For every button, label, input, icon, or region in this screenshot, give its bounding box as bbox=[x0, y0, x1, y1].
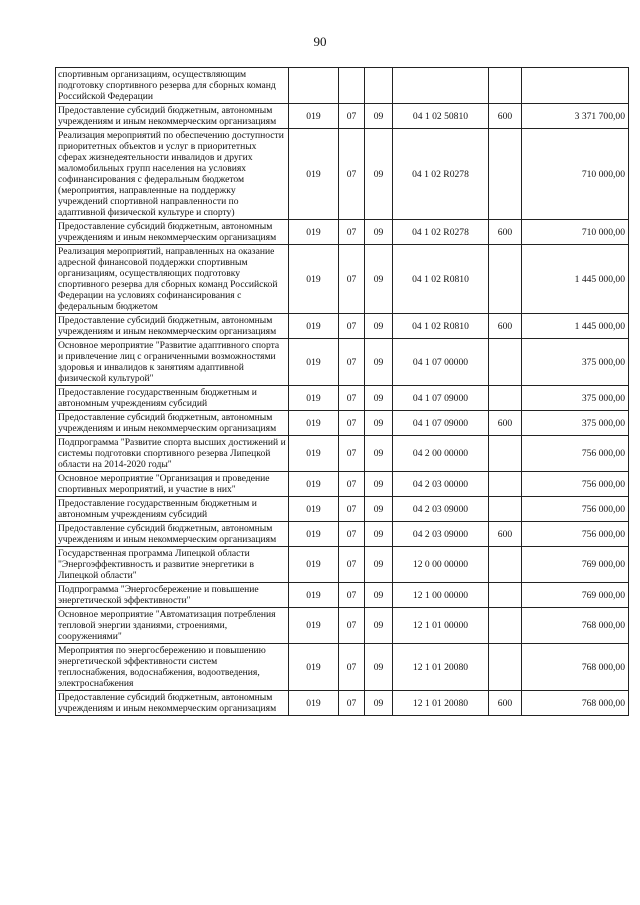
row-amount: 768 000,00 bbox=[522, 691, 629, 716]
row-section: 07 bbox=[339, 608, 365, 644]
row-admin-code: 019 bbox=[289, 436, 339, 472]
row-section: 07 bbox=[339, 339, 365, 386]
table-row bbox=[56, 608, 629, 644]
row-admin-code: 019 bbox=[289, 314, 339, 339]
table-row bbox=[56, 386, 629, 411]
row-amount: 756 000,00 bbox=[522, 436, 629, 472]
row-amount: 1 445 000,00 bbox=[522, 314, 629, 339]
row-amount: 375 000,00 bbox=[522, 386, 629, 411]
row-expense-type bbox=[489, 583, 522, 608]
row-description: Предоставление субсидий бюджетным, автономным учреждениям и иным некоммерческим организациям bbox=[56, 522, 289, 547]
row-admin-code: 019 bbox=[289, 583, 339, 608]
table-row bbox=[56, 644, 629, 691]
row-admin-code: 019 bbox=[289, 386, 339, 411]
row-expense-type bbox=[489, 68, 522, 104]
row-description: Основное мероприятие "Организация и проведение спортивных мероприятий, и участие в них" bbox=[56, 472, 289, 497]
row-subsection: 09 bbox=[365, 583, 393, 608]
row-amount: 1 445 000,00 bbox=[522, 245, 629, 314]
row-description: Основное мероприятие "Развитие адаптивного спорта и привлечение лиц с ограниченными возможностями здоровья и инвалидов к занятиям адаптивной физической культурой" bbox=[56, 339, 289, 386]
row-section: 07 bbox=[339, 436, 365, 472]
row-target-article: 12 0 00 00000 bbox=[393, 547, 489, 583]
row-target-article: 12 1 01 20080 bbox=[393, 691, 489, 716]
row-subsection: 09 bbox=[365, 522, 393, 547]
row-section: 07 bbox=[339, 220, 365, 245]
table-row bbox=[56, 547, 629, 583]
row-expense-type: 600 bbox=[489, 104, 522, 129]
row-subsection: 09 bbox=[365, 497, 393, 522]
table-row bbox=[56, 104, 629, 129]
row-target-article: 04 2 03 09000 bbox=[393, 522, 489, 547]
table-row bbox=[56, 411, 629, 436]
row-description: Предоставление субсидий бюджетным, автономным учреждениям и иным некоммерческим организациям bbox=[56, 411, 289, 436]
row-admin-code: 019 bbox=[289, 497, 339, 522]
row-amount: 769 000,00 bbox=[522, 547, 629, 583]
row-target-article: 12 1 01 00000 bbox=[393, 608, 489, 644]
row-target-article: 04 1 02 R0278 bbox=[393, 220, 489, 245]
row-expense-type: 600 bbox=[489, 411, 522, 436]
row-description: Реализация мероприятий, направленных на оказание адресной финансовой поддержки спортивным организациям, осуществляющих подготовку спортивного резерва для сборных команд Российской Федерации на условиях софинансирования с федеральным бюджетом bbox=[56, 245, 289, 314]
row-target-article: 04 1 07 09000 bbox=[393, 386, 489, 411]
row-expense-type: 600 bbox=[489, 691, 522, 716]
row-admin-code: 019 bbox=[289, 691, 339, 716]
row-subsection: 09 bbox=[365, 644, 393, 691]
row-expense-type bbox=[489, 644, 522, 691]
row-target-article: 04 2 03 09000 bbox=[393, 497, 489, 522]
row-amount: 768 000,00 bbox=[522, 608, 629, 644]
row-admin-code bbox=[289, 68, 339, 104]
table-row bbox=[56, 497, 629, 522]
row-section: 07 bbox=[339, 583, 365, 608]
row-amount: 769 000,00 bbox=[522, 583, 629, 608]
row-subsection: 09 bbox=[365, 608, 393, 644]
table-row bbox=[56, 314, 629, 339]
row-section: 07 bbox=[339, 104, 365, 129]
row-expense-type bbox=[489, 339, 522, 386]
row-target-article: 04 2 03 00000 bbox=[393, 472, 489, 497]
row-admin-code: 019 bbox=[289, 472, 339, 497]
row-expense-type bbox=[489, 497, 522, 522]
row-admin-code: 019 bbox=[289, 104, 339, 129]
budget-table-body bbox=[56, 68, 629, 716]
row-expense-type: 600 bbox=[489, 522, 522, 547]
row-description: Предоставление субсидий бюджетным, автономным учреждениям и иным некоммерческим организациям bbox=[56, 104, 289, 129]
row-section: 07 bbox=[339, 547, 365, 583]
row-subsection: 09 bbox=[365, 220, 393, 245]
row-description: спортивным организациям, осуществляющим подготовку спортивного резерва для сборных команд Российской Федерации bbox=[56, 68, 289, 104]
row-admin-code: 019 bbox=[289, 644, 339, 691]
row-target-article: 04 1 02 R0810 bbox=[393, 245, 489, 314]
table-row bbox=[56, 436, 629, 472]
row-amount: 375 000,00 bbox=[522, 339, 629, 386]
table-row bbox=[56, 245, 629, 314]
row-expense-type bbox=[489, 245, 522, 314]
row-amount: 768 000,00 bbox=[522, 644, 629, 691]
row-expense-type bbox=[489, 547, 522, 583]
row-subsection: 09 bbox=[365, 104, 393, 129]
row-expense-type: 600 bbox=[489, 314, 522, 339]
row-admin-code: 019 bbox=[289, 411, 339, 436]
row-expense-type bbox=[489, 129, 522, 220]
row-admin-code: 019 bbox=[289, 339, 339, 386]
row-amount: 710 000,00 bbox=[522, 129, 629, 220]
row-description: Предоставление субсидий бюджетным, автономным учреждениям и иным некоммерческим организациям bbox=[56, 691, 289, 716]
row-expense-type bbox=[489, 608, 522, 644]
row-target-article: 04 1 02 50810 bbox=[393, 104, 489, 129]
row-amount: 375 000,00 bbox=[522, 411, 629, 436]
row-section: 07 bbox=[339, 386, 365, 411]
table-row bbox=[56, 691, 629, 716]
row-admin-code: 019 bbox=[289, 608, 339, 644]
row-section: 07 bbox=[339, 522, 365, 547]
row-subsection: 09 bbox=[365, 472, 393, 497]
row-expense-type: 600 bbox=[489, 220, 522, 245]
row-target-article: 04 1 07 00000 bbox=[393, 339, 489, 386]
row-admin-code: 019 bbox=[289, 129, 339, 220]
row-admin-code: 019 bbox=[289, 522, 339, 547]
row-subsection: 09 bbox=[365, 129, 393, 220]
row-expense-type bbox=[489, 472, 522, 497]
row-section: 07 bbox=[339, 411, 365, 436]
budget-table bbox=[55, 67, 629, 716]
row-amount: 3 371 700,00 bbox=[522, 104, 629, 129]
row-section: 07 bbox=[339, 314, 365, 339]
row-description: Предоставление государственным бюджетным и автономным учреждениям субсидий bbox=[56, 386, 289, 411]
row-subsection: 09 bbox=[365, 547, 393, 583]
row-target-article: 04 1 02 R0278 bbox=[393, 129, 489, 220]
table-row bbox=[56, 220, 629, 245]
row-target-article: 04 2 00 00000 bbox=[393, 436, 489, 472]
row-subsection: 09 bbox=[365, 691, 393, 716]
row-description: Мероприятия по энергосбережению и повышению энергетической эффективности систем теплоснабжения, водоснабжения, водоотведения, электроснабжения bbox=[56, 644, 289, 691]
table-row bbox=[56, 339, 629, 386]
row-description: Подпрограмма "Энергосбережение и повышение энергетической эффективности" bbox=[56, 583, 289, 608]
table-row bbox=[56, 522, 629, 547]
row-subsection: 09 bbox=[365, 339, 393, 386]
table-row bbox=[56, 583, 629, 608]
row-section: 07 bbox=[339, 129, 365, 220]
table-row bbox=[56, 68, 629, 104]
row-target-article: 04 1 07 09000 bbox=[393, 411, 489, 436]
row-section: 07 bbox=[339, 472, 365, 497]
row-subsection: 09 bbox=[365, 245, 393, 314]
row-description: Предоставление субсидий бюджетным, автономным учреждениям и иным некоммерческим организациям bbox=[56, 220, 289, 245]
row-admin-code: 019 bbox=[289, 220, 339, 245]
row-subsection: 09 bbox=[365, 314, 393, 339]
row-description: Основное мероприятие "Автоматизация потребления тепловой энергии зданиями, строениями, сооружениями" bbox=[56, 608, 289, 644]
row-amount: 756 000,00 bbox=[522, 522, 629, 547]
row-subsection: 09 bbox=[365, 436, 393, 472]
row-target-article: 12 1 00 00000 bbox=[393, 583, 489, 608]
row-amount bbox=[522, 68, 629, 104]
table-row bbox=[56, 129, 629, 220]
row-subsection: 09 bbox=[365, 411, 393, 436]
row-target-article bbox=[393, 68, 489, 104]
row-section: 07 bbox=[339, 644, 365, 691]
row-expense-type bbox=[489, 386, 522, 411]
row-section bbox=[339, 68, 365, 104]
row-description: Предоставление государственным бюджетным и автономным учреждениям субсидий bbox=[56, 497, 289, 522]
row-amount: 756 000,00 bbox=[522, 497, 629, 522]
row-admin-code: 019 bbox=[289, 547, 339, 583]
row-section: 07 bbox=[339, 691, 365, 716]
row-section: 07 bbox=[339, 245, 365, 314]
row-description: Предоставление субсидий бюджетным, автономным учреждениям и иным некоммерческим организациям bbox=[56, 314, 289, 339]
table-row bbox=[56, 472, 629, 497]
row-section: 07 bbox=[339, 497, 365, 522]
row-admin-code: 019 bbox=[289, 245, 339, 314]
row-subsection bbox=[365, 68, 393, 104]
row-target-article: 04 1 02 R0810 bbox=[393, 314, 489, 339]
row-description: Реализация мероприятий по обеспечению доступности приоритетных объектов и услуг в приоритетных сферах жизнедеятельности инвалидов и других маломобильных групп населения на условиях софинансирования с федеральным бюджетом (мероприятия, направленные на поддержку учреждений спортивной направленности по адаптивной физической культуре и спорту) bbox=[56, 129, 289, 220]
row-description: Государственная программа Липецкой области "Энергоэффективность и развитие энергетики в Липецкой области" bbox=[56, 547, 289, 583]
row-description: Подпрограмма "Развитие спорта высших достижений и системы подготовки спортивного резерва Липецкой области на 2014-2020 годы" bbox=[56, 436, 289, 472]
row-subsection: 09 bbox=[365, 386, 393, 411]
row-expense-type bbox=[489, 436, 522, 472]
row-amount: 710 000,00 bbox=[522, 220, 629, 245]
page-number: 90 bbox=[313, 34, 327, 49]
row-amount: 756 000,00 bbox=[522, 472, 629, 497]
row-target-article: 12 1 01 20080 bbox=[393, 644, 489, 691]
